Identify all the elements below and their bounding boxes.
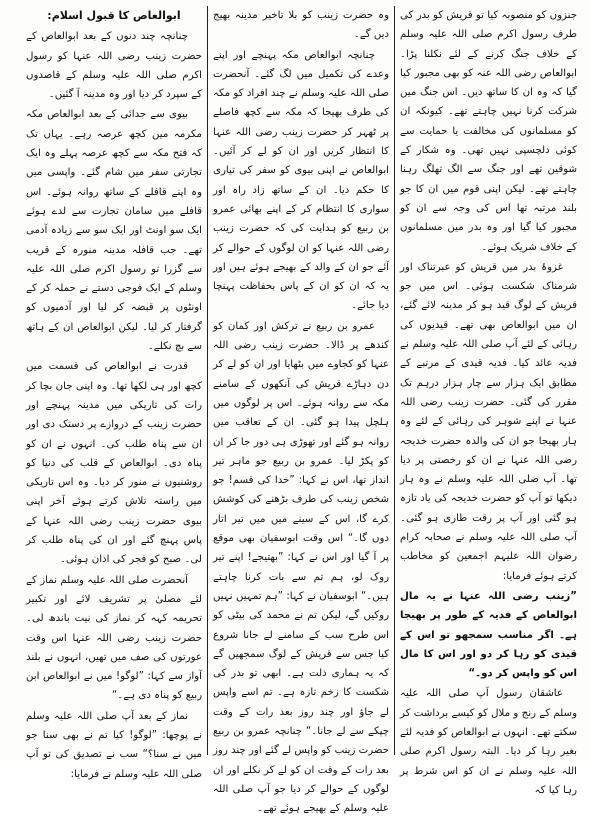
article-columns (8, 6, 582, 815)
paragraph: بیوی سے جدائی کے بعد ابوالعاص مکہ مکرمہ میں کچھ عرصہ رہے۔ یہاں تک کہ فتح مکہ سے کچھ عرصہ پہلے وہ ایک تجارتی سفر میں شام گئے۔ واپسی میں وہ اپنے قافلے کے ساتھ روانہ ہوئے۔ اس قافلے میں سامان تجارت سے لدے ہوئے ایک سو اونٹ اور ایک سو سے زیادہ آدمی تھے۔ جب قافلہ مدینہ منورہ کے قریب سے گزرا تو رسول اکرم صلی اللہ علیہ وسلم کے ایک فوجی دستے نے حملہ کر کے اونٹوں پر قبضہ کر لیا اور آدمیوں کو گرفتار کر لیا۔ لیکن ابوالعاص ان کے ہاتھ سے بچ نکلے۔ (26, 109, 202, 353)
paragraph: آنحضرت صلی اللہ علیہ وسلم نماز کے لئے مصلیٰ پر تشریف لائے اور تکبیر تحریمہ کہہ کر نماز کی نیت باندھ لی۔ حضرت زینب رضی اللہ عنہا اس وقت عورتوں کی صف میں تھیں، انہوں نے بلند آواز سے کہا: ”لوگو! میں نے ابوالعاص ابن ربیع کو پناہ دی ہے۔“ (26, 574, 202, 702)
column-left (21, 6, 208, 780)
paragraph: وہ حضرت زینب کو بلا تاخیر مدینہ بھیج دیں گے۔ (213, 10, 389, 41)
paragraph: جنزوں کو منصوبہ کیا تو قریش کو بدر کی طرف رسول اکرم صلی اللہ علیہ وسلم کے خلاف جنگ کرنے کے لئے نکلنا پڑا۔ ابوالعاص رضی اللہ عنہ کو بھی مجبور کیا گیا کہ وہ ان کا ساتھ دیں۔ اس جنگ میں شرکت کرنا نہیں چاہتے تھے۔ کیونکہ ان کو مسلمانوں کی مخالفت یا حمایت سے کوئی دلچسپی نہیں تھی۔ وہ شکار کے شوقین تھے اور جنگ سے الگ تھلگ رہنا چاہتے تھے۔ لیکن اپنی قوم میں ان کا جو بلند مرتبہ تھا اس کی وجہ سے ان کو مجبور کیا گیا اور وہ بدر میں مسلمانوں کے خلاف شریک ہوئے۔ (400, 10, 577, 253)
paragraph: چنانچہ ابوالعاص مکہ پہنچے اور اپنے وعدے کی تکمیل میں لگ گئے۔ آنحضرت صلی اللہ علیہ وسلم نے چند افراد کو مکہ کی طرف بھیجا کہ مکہ سے کچھ فاصلے پر ٹھہر کر حضرت زینب رضی اللہ عنہا کا انتظار کریں اور ان کو لے کر آئیں۔ ابوالعاص نے اپنی بیوی کو سفر کی تیاری کا حکم دیا۔ ان کے ساتھ زاد راہ اور سواری کا انتظام کر کے اپنے بھائی عمرو بن ربیع کو ہدایت کی کہ حضرت زینب رضی اللہ عنہا کو ان لوگوں کے حوالے کر آئے جو ان کے والد کے بھیجے ہوئے ہیں اور یہ کہ ان کو ان کے پاس بحفاظت پہنچا دیا جائے۔ (213, 49, 389, 312)
section-heading: ابوالعاص کا قبول اسلام: (47, 9, 181, 22)
paragraph: عاشقان رسول آپ صلی اللہ علیہ وسلم کے رنج و ملال کو کیسے برداشت کر سکتے تھے۔ انہوں نے ابوالعاص کو فدیہ لئے بغیر رہا کر دیا۔ البتہ رسول اکرم صلی اللہ علیہ وسلم نے ان کو اس شرط پر رہا کیا کہ (399, 688, 577, 796)
paragraph: قدرت نے ابوالعاص کی قسمت میں کچھ اور ہی لکھا تھا۔ وہ اپنی جان بچا کر رات کی تاریکی میں مدینہ پہنچے اور حضرت زینب کے دروازے پر دستک دی اور ان سے پناہ طلب کی۔ انہوں نے ان کو پناہ دی۔ ابوالعاص کے قلب کی دنیا کو روشنیوں نے منور کر دیا۔ وہ اس تاریکی میں راستہ تلاش کرتے ہوئے آخر اپنی بیوی حضرت زینب رضی اللہ عنہا کے پاس پہنچ گئے اور ان کی پناہ طلب کر لی۔ صبح کو فجر کی اذان ہوئی۔ (26, 361, 202, 566)
column-right (395, 6, 582, 796)
paragraph: غزوۂ بدر میں قریش کو عبرتناک اور شرمناک شکست ہوئی۔ اس میں جو قریش کے لوگ قید ہو کر مدینہ لائے گئے، ان میں ابوالعاص بھی تھے۔ قیدیوں کی رہائی کے لئے آپ صلی اللہ علیہ وسلم نے فدیہ عائد کیا۔ فدیہ قیدی کے مرتبے کے مطابق ایک ہزار سے چار ہزار درہم تک مقرر کی گئی۔ حضرت زینب رضی اللہ عنہا نے اپنے شوہر کی رہائی کے لئے وہ ہار بھیجا جو ان کی والدہ حضرت خدیجہ رضی اللہ عنہا نے ان کو رخصتی پر دیا تھا۔ آپ صلی اللہ علیہ وسلم نے وہ ہار دیکھا تو آپ کو حضرت خدیجہ کی یاد تازہ ہو گئی اور آپ پر رقت طاری ہو گئی۔ آپ صلی اللہ علیہ وسلم نے صحابہ کرام رضوان اللہ علیہم اجمعین کو مخاطب کرتے ہوئے فرمایا: (400, 261, 577, 582)
paragraph: نماز کے بعد آپ صلی اللہ علیہ وسلم نے پوچھا: ”لوگو! کیا تم نے بھی سنا جو میں نے سنا؟“ سب نے تصدیق کی تو آپ صلی اللہ علیہ وسلم نے فرمایا: (26, 710, 202, 780)
quote: ”زینب رضی اللہ عنہا نے یہ مال ابوالعاص کے فدیہ کے طور پر بھیجا ہے۔ اگر مناسب سمجھو تو اس کے قیدی کو رہا کر دو اور اس کا مال اس کو واپس کر دو۔“ (400, 590, 577, 680)
paragraph: چنانچہ چند دنوں کے بعد ابوالعاص کے حضرت زینب رضی اللہ عنہا کو رسول اکرم صلی اللہ علیہ وسلم کے قاصدوں کے سپرد کر دیا اور وہ مدینہ آ گئیں۔ (26, 31, 202, 101)
paragraph: عمرو بن ربیع نے ترکش اور کمان کو کندھے پر ڈالا۔ حضرت زینب رضی اللہ عنہا کو کجاوے میں بٹھایا اور ان کو لے کر دن دہاڑے قریش کی آنکھوں کے سامنے مکہ سے روانہ ہوئے۔ اس پر لوگوں میں ہلچل پیدا ہو گئی۔ ان کے تعاقب میں روانہ ہو گئے اور تھوڑی ہی دور جا کر ان کو پکڑ لیا۔ عمرو بن ربیع جو ماہر تیر انداز تھا، اس نے کہا: ”خدا کی قسم! جو شخص زینب کی طرف بڑھنے کی کوشش کرے گا، اس کے سینے میں میں تیر اتار دوں گا۔“ اس وقت ابوسفیان بھی موقع پر آ گیا اور اس نے کہا: ”بھتیجے! اپنے تیر روک لو، ہم تم سے بات کرنا چاہتے ہیں۔“ ابوسفیان نے کہا: ”ہم تمہیں نہیں روکیں گے، لیکن تم نے محمد کی بیٹی کو اس طرح سب کے سامنے لے جانا شروع کیا جس سے قریش کے لوگ سمجھیں گے کہ یہ ہماری ذلت ہے۔ ابھی تو بدر کی شکست کا زخم تازہ ہے۔ تم اسے واپس لے جاؤ اور چند روز بعد رات کے وقت چپکے سے لے جانا۔“ چنانچہ عمرو بن ربیع حضرت زینب کو واپس لے گئے اور چند روز بعد رات کے وقت ان کو لے کر نکلے اور ان لوگوں کے حوالے کر دیا جو آپ صلی اللہ علیہ وسلم کے بھیجے ہوئے تھے۔ (213, 320, 389, 815)
column-middle (208, 6, 395, 815)
